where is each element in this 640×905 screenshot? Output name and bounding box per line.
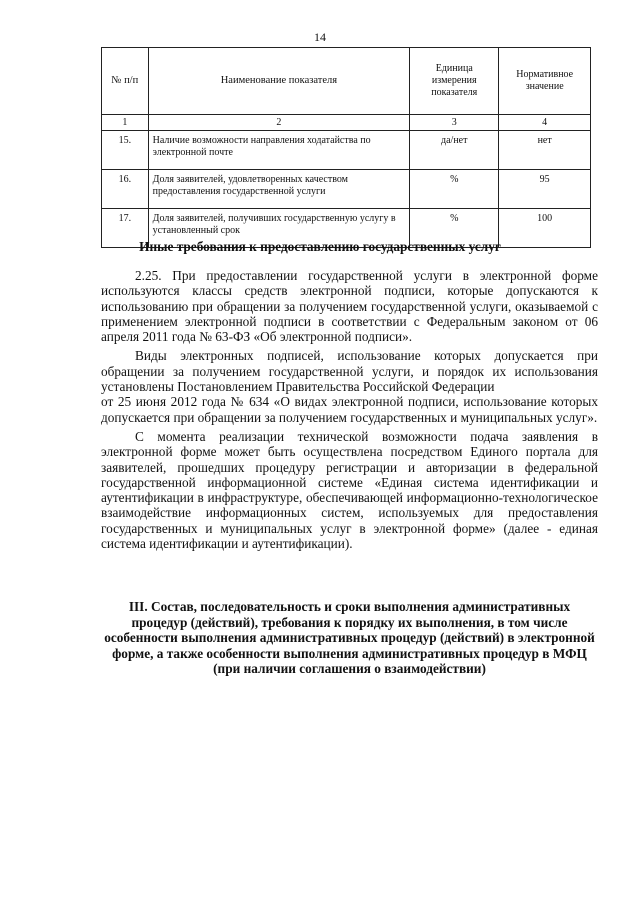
paragraph-signature-types: Виды электронных подписей, использование которых допускается при обращении за получением государственной услуги, и порядок их использования установлены Постановлением Правительства Российской Федерации (101, 348, 598, 395)
header-no: № п/п (102, 48, 149, 115)
column-number: 2 (148, 115, 410, 131)
row-value: 100 (499, 209, 591, 248)
section-iii-heading: III. Состав, последовательность и сроки выполнения административных процедур (действий), требования к порядку их выполнения, в том числе особенности выполнения административных процедур (действий) в электронной форме, а также особенности выполнения административных процедур в МФЦ (при наличии соглашения о взаимодействии) (104, 599, 595, 676)
row-unit: да/нет (410, 131, 499, 170)
column-number-row (102, 115, 591, 131)
row-no: 16. (102, 170, 149, 209)
paragraph-2-25: 2.25. При предоставлении государственной услуги в электронной форме используются классы средств электронной подписи, которые допускаются к использованию при обращении за получением государственной услуги, оказываемой с применением электронной подписи в соответствии с Федеральным законом от 06 апреля 2011 года № 63-ФЗ «Об электронной подписи». (101, 268, 598, 345)
paragraph-unified-portal: С момента реализации технической возможности подача заявления в электронной форме может быть осуществлена посредством Единого портала для заявителей, прошедших процедуру регистрации и авторизации в федеральной государственной информационной системе «Единая система идентификации и аутентификации в инфраструктуре, обеспечивающей информационно-технологическое взаимодействие информационных систем, используемых для предоставления государственных и муниципальных услуг в электронной форме» (далее - единая система идентификации и аутентификации). (101, 428, 598, 552)
header-norm: Нормативное значение (499, 48, 591, 115)
table-header-row (102, 48, 591, 115)
table-row (102, 131, 591, 170)
header-name: Наименование показателя (148, 48, 410, 115)
other-requirements-heading: Иные требования к предоставлению государственных услуг (139, 239, 501, 254)
column-number: 1 (102, 115, 149, 131)
row-unit: % (410, 170, 499, 209)
row-value: 95 (499, 170, 591, 209)
indicators-table (101, 47, 591, 248)
body-text (101, 268, 598, 551)
row-name: Доля заявителей, удовлетворенных качеством предоставления государственной услуги (148, 170, 410, 209)
page-number: 14 (314, 30, 326, 44)
row-no: 15. (102, 131, 149, 170)
column-number: 4 (499, 115, 591, 131)
header-unit: Единица измерения показателя (410, 48, 499, 115)
row-value: нет (499, 131, 591, 170)
row-name: Наличие возможности направления ходатайства по электронной почте (148, 131, 410, 170)
row-name: Доля заявителей, получивших государственную услугу в установленный срок (148, 209, 410, 248)
row-unit: % (410, 209, 499, 248)
paragraph-decree-634: от 25 июня 2012 года № 634 «О видах электронной подписи, использование которых допускается при обращении за получением государственных и муниципальных услуг». (101, 394, 598, 425)
column-number: 3 (410, 115, 499, 131)
table-row (102, 170, 591, 209)
row-no: 17. (102, 209, 149, 248)
